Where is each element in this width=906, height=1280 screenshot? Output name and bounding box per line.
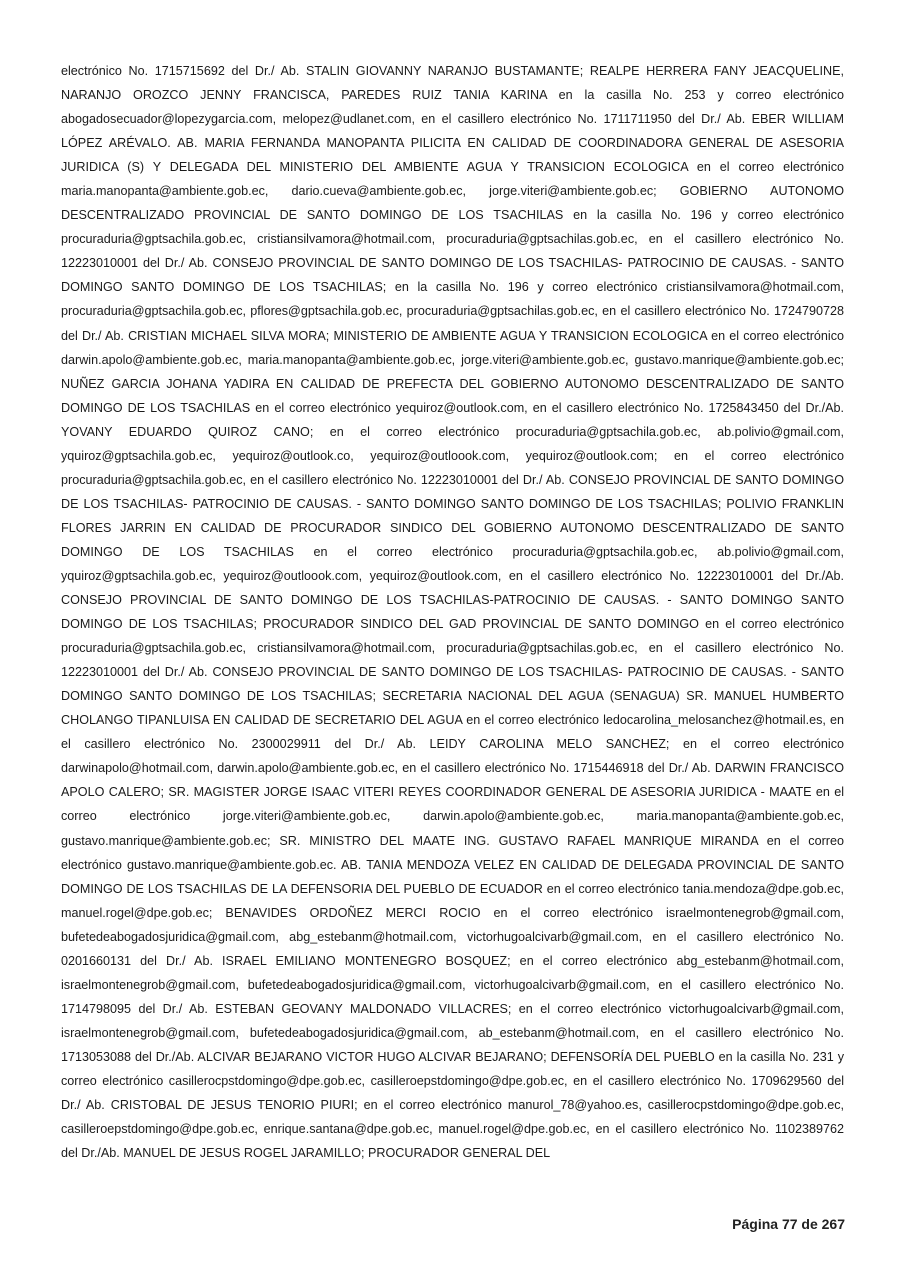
body-paragraph: electrónico No. 1715715692 del Dr./ Ab. STALIN GIOVANNY NARANJO BUSTAMANTE; REALPE HERRERA FANY JEACQUELINE, NARANJO OROZCO JENNY FRANCISCA, PAREDES RUIZ TANIA KARINA en la casilla No. 253 y correo electrónico abogadosecuador@lopezygarcia.com, melopez@udlanet.com, en el casillero electrónico No. 1711711950 del Dr./ Ab. EBER WILLIAM LÓPEZ ARÉVALO. AB. MARIA FERNANDA MANOPANTA PILICITA EN CALIDAD DE COORDINADORA GENERAL DE ASESORIA JURIDICA (S) Y DELEGADA DEL MINISTERIO DEL AMBIENTE AGUA Y TRANSICION ECOLOGICA en el correo electrónico maria.manopanta@ambiente.gob.ec, dario.cueva@ambiente.gob.ec, jorge.viteri@ambiente.gob.ec; GOBIERNO AUTONOMO DESCENTRALIZADO PROVINCIAL DE SANTO DOMINGO DE LOS TSACHILAS en la casilla No. 196 y correo electrónico procuraduria@gptsachila.gob.ec, cristiansilvamora@hotmail.com, procuraduria@gptsachilas.gob.ec, en el casillero electrónico No. 12223010001 del Dr./ Ab. CONSEJO PROVINCIAL DE SANTO DOMINGO DE LOS TSACHILAS- PATROCINIO DE CAUSAS. - SANTO DOMINGO SANTO DOMINGO DE LOS TSACHILAS; en la casilla No. 196 y correo electrónico cristiansilvamora@hotmail.com, procuraduria@gptsachila.gob.ec, pflores@gptsachila.gob.ec, procuraduria@gptsachilas.gob.ec, en el casillero electrónico No. 1724790728 del Dr./ Ab. CRISTIAN MICHAEL SILVA MORA; MINISTERIO DE AMBIENTE AGUA Y TRANSICION ECOLOGICA en el correo electrónico darwin.apolo@ambiente.gob.ec, maria.manopanta@ambiente.gob.ec, jorge.viteri@ambiente.gob.ec, gustavo.manrique@ambiente.gob.ec; NUÑEZ GARCIA JOHANA YADIRA EN CALIDAD DE PREFECTA DEL GOBIERNO AUTONOMO DESCENTRALIZADO DE SANTO DOMINGO DE LOS TSACHILAS en el correo electrónico yequiroz@outlook.com, en el casillero electrónico No. 1725843450 del Dr./Ab. YOVANY EDUARDO QUIROZ CANO; en el correo electrónico procuraduria@gptsachila.gob.ec, ab.polivio@gmail.com, yquiroz@gptsachila.gob.ec, yequiroz@outlook.co, yequiroz@outloook.com, yequiroz@outlook.com; en el correo electrónico procuraduria@gptsachila.gob.ec, en el casillero electrónico No. 12223010001 del Dr./ Ab. CONSEJO PROVINCIAL DE SANTO DOMINGO DE LOS TSACHILAS- PATROCINIO DE CAUSAS. - SANTO DOMINGO SANTO DOMINGO DE LOS TSACHILAS; POLIVIO FRANKLIN FLORES JARRIN EN CALIDAD DE PROCURADOR SINDICO DEL GOBIERNO AUTONOMO DESCENTRALIZADO DE SANTO DOMINGO DE LOS TSACHILAS en el correo electrónico procuraduria@gptsachila.gob.ec, ab.polivio@gmail.com, yquiroz@gptsachila.gob.ec, yequiroz@outloook.com, yequiroz@outlook.com, en el casillero electrónico No. 12223010001 del Dr./Ab. CONSEJO PROVINCIAL DE SANTO DOMINGO DE LOS TSACHILAS-PATROCINIO DE CAUSAS. - SANTO DOMINGO SANTO DOMINGO DE LOS TSACHILAS; PROCURADOR SINDICO DEL GAD PROVINCIAL DE SANTO DOMINGO en el correo electrónico procuraduria@gptsachila.gob.ec, cristiansilvamora@hotmail.com, procuraduria@gptsachilas.gob.ec, en el casillero electrónico No. 12223010001 del Dr./ Ab. CONSEJO PROVINCIAL DE SANTO DOMINGO DE LOS TSACHILAS- PATROCINIO DE CAUSAS. - SANTO DOMINGO SANTO DOMINGO DE LOS TSACHILAS; SECRETARIA NACIONAL DEL AGUA (SENAGUA) SR. MANUEL HUMBERTO CHOLANGO TIPANLUISA EN CALIDAD DE SECRETARIO DEL AGUA en el correo electrónico ledocarolina_melosanchez@hotmail.es, en el casillero electrónico No. 2300029911 del Dr./ Ab. LEIDY CAROLINA MELO SANCHEZ; en el correo electrónico darwinapolo@hotmail.com, darwin.apolo@ambiente.gob.ec, en el casillero electrónico No. 1715446918 del Dr./ Ab. DARWIN FRANCISCO APOLO CALERO; SR. MAGISTER JORGE ISAAC VITERI REYES COORDINADOR GENERAL DE ASESORIA JURIDICA - MAATE en el correo electrónico jorge.viteri@ambiente.gob.ec, darwin.apolo@ambiente.gob.ec, maria.manopanta@ambiente.gob.ec, gustavo.manrique@ambiente.gob.ec; SR. MINISTRO DEL MAATE ING. GUSTAVO RAFAEL MANRIQUE MIRANDA en el correo electrónico gustavo.manrique@ambiente.gob.ec. AB. TANIA MENDOZA VELEZ EN CALIDAD DE DELEGADA PROVINCIAL DE SANTO DOMINGO DE LOS TSACHILAS DE LA DEFENSORIA DEL PUEBLO DE ECUADOR en el correo electrónico tania.mendoza@dpe.gob.ec, manuel.rogel@dpe.gob.ec; BENAVIDES ORDOÑEZ MERCI ROCIO en el correo electrónico israelmontenegrob@gmail.com, bufetedeabogadosjuridica@gmail.com, abg_estebanm@hotmail.com, victorhugoalcivarb@gmail.com, en el casillero electrónico No. 0201660131 del Dr./ Ab. ISRAEL EMILIANO MONTENEGRO BOSQUEZ; en el correo electrónico abg_estebanm@hotmail.com, israelmontenegrob@gmail.com, bufetedeabogadosjuridica@gmail.com, victorhugoalcivarb@gmail.com, en el casillero electrónico No. 1714798095 del Dr./ Ab. ESTEBAN GEOVANY MALDONADO VILLACRES; en el correo electrónico victorhugoalcivarb@gmail.com, israelmontenegrob@gmail.com, bufetedeabogadosjuridica@gmail.com, ab_estebanm@hotmail.com, en el casillero electrónico No. 1713053088 del Dr./Ab. ALCIVAR BEJARANO VICTOR HUGO ALCIVAR BEJARANO; DEFENSORÍA DEL PUEBLO en la casilla No. 231 y correo electrónico casillerocpstdomingo@dpe.gob.ec, casilleroepstdomingo@dpe.gob.ec, en el casillero electrónico No. 1709629560 del Dr./ Ab. CRISTOBAL DE JESUS TENORIO PIURI; en el correo electrónico manurol_78@yahoo.es, casillerocpstdomingo@dpe.gob.ec, casilleroepstdomingo@dpe.gob.ec, enrique.santana@dpe.gob.ec, manuel.rogel@dpe.gob.ec, en el casillero electrónico No. 1102389762 del Dr./Ab. MANUEL DE JESUS ROGEL JARAMILLO; PROCURADOR GENERAL DEL [61,64,844,1161]
page-number: Página 77 de 267 [732,1216,845,1232]
